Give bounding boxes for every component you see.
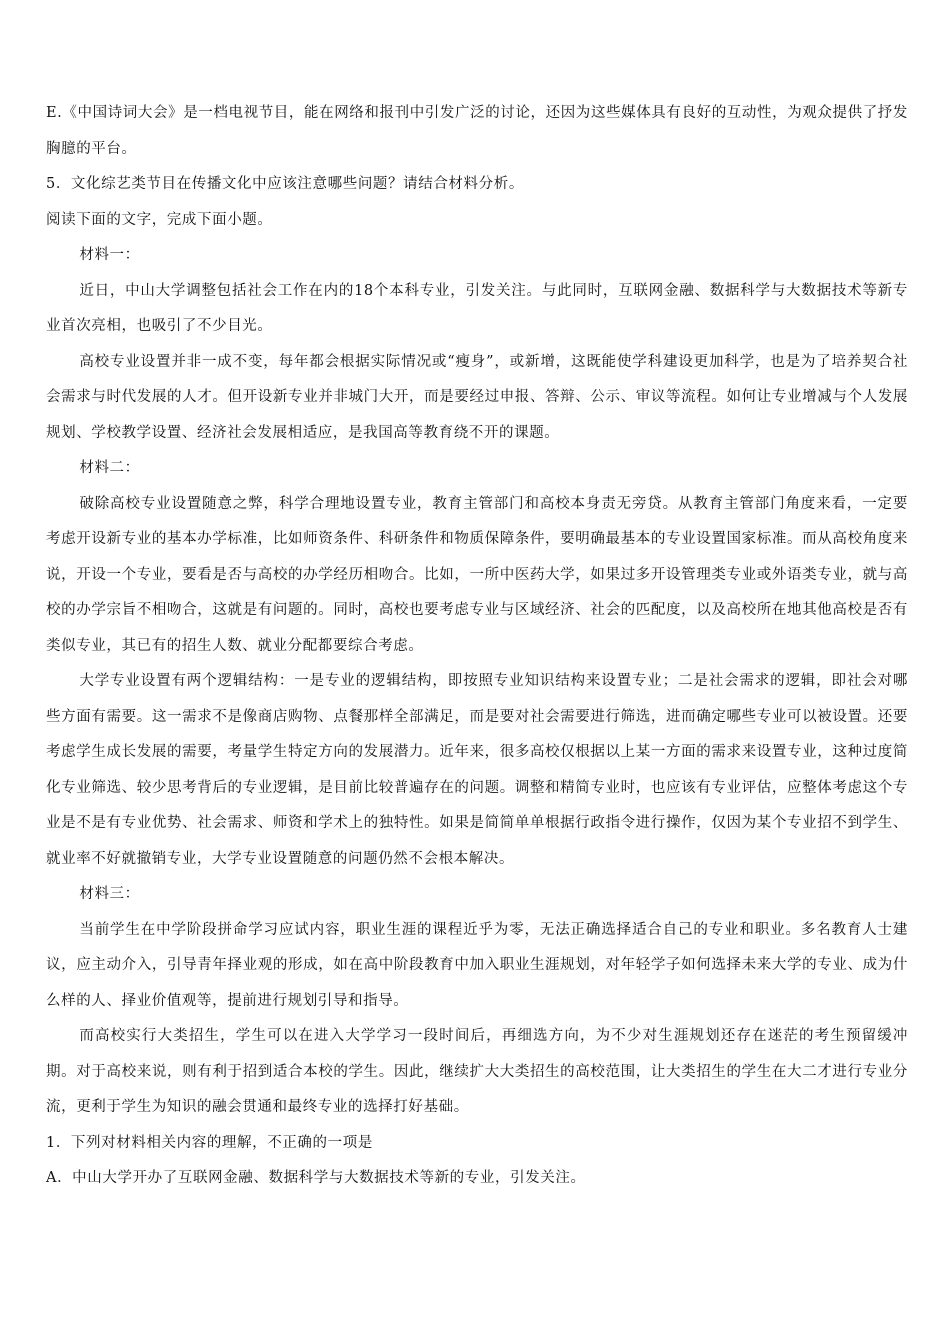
material-2-heading: 材料二： — [79, 460, 140, 476]
option-e-text: E.《中国诗词大会》是一档电视节目，能在网络和报刊中引发广泛的讨论，还因为这些媒体具有良好的互动性，为观众提供了抒发胸臆的平台。 — [46, 105, 908, 157]
material-3-paragraph: 当前学生在中学阶段拼命学习应试内容，职业生涯的课程近乎为零，无法正确选择适合自己的专业和职业。多名教育人士建议，应主动介入，引导青年择业观的形成，如在高中阶段教育中加入职业生涯规划，对年轻学子如何选择未来大学的专业、成为什么样的人、择业价值观等，提前进行规划引导和指导。 — [46, 921, 908, 1009]
document-page — [46, 96, 908, 1197]
material-2-paragraph: 破除高校专业设置随意之弊，科学合理地设置专业，教育主管部门和高校本身责无旁贷。从教育主管部门角度来看，一定要考虑开设新专业的基本办学标准，比如师资条件、科研条件和物质保障条件，要明确最基本的专业设置国家标准。而从高校角度来说，开设一个专业，要看是否与高校的办学经历相吻合。比如，一所中医药大学，如果过多开设管理类专业或外语类专业，就与高校的办学宗旨不相吻合，这就是有问题的。同时，高校也要考虑专业与区域经济、社会的匹配度，以及高校所在地其他高校是否有类似专业，其已有的招生人数、就业分配都要综合考虑。 — [46, 495, 908, 654]
material-1-paragraph: 高校专业设置并非一成不变，每年都会根据实际情况或“瘦身”，或新增，这既能使学科建设更加科学，也是为了培养契合社会需求与时代发展的人才。但开设新专业并非城门大开，而是要经过申报、答辩、公示、审议等流程。如何让专业增减与个人发展规划、学校教学设置、经济社会发展相适应，是我国高等教育绕不开的课题。 — [46, 353, 908, 441]
reading-instruction: 阅读下面的文字，完成下面小题。 — [46, 211, 273, 228]
material-3-heading: 材料三： — [79, 886, 140, 902]
material-2-paragraph: 大学专业设置有两个逻辑结构：一是专业的逻辑结构，即按照专业知识结构来设置专业；二是社会需求的逻辑，即社会对哪些方面有需要。这一需求不是像商店购物、点餐那样全部满足，而是要对社会需要进行筛选，进而确定哪些专业可以被设置。还要考虑学生成长发展的需要，考量学生特定方向的发展潜力。近年来，很多高校仅根据以上某一方面的需求来设置专业，这种过度简化专业筛选、较少思考背后的专业逻辑，是目前比较普遍存在的问题。调整和精简专业时，也应该有专业评估，应整体考虑这个专业是不是有专业优势、社会需求、师资和学术上的独特性。如果是简简单单根据行政指令进行操作，仅因为某个专业招不到学生、就业率不好就撤销专业，大学专业设置随意的问题仍然不会根本解决。 — [46, 673, 908, 867]
option-a-text: A．中山大学开办了互联网金融、数据科学与大数据技术等新的专业，引发关注。 — [46, 1170, 586, 1186]
material-1-heading: 材料一： — [79, 247, 140, 263]
question-5-text: 5．文化综艺类节目在传播文化中应该注意哪些问题？请结合材料分析。 — [46, 176, 524, 192]
question-1-text: 1．下列对材料相关内容的理解，不正确的一项是 — [46, 1134, 373, 1151]
material-3-paragraph: 而高校实行大类招生，学生可以在进入大学学习一段时间后，再细选方向，为不少对生涯规划还存在迷茫的考生预留缓冲期。对于高校来说，则有利于招到适合本校的学生。因此，继续扩大大类招生的高校范围，让大类招生的学生在大二才进行专业分流，更利于学生为知识的融会贯通和最终专业的选择打好基础。 — [46, 1028, 908, 1115]
material-1-paragraph: 近日，中山大学调整包括社会工作在内的18个本科专业，引发关注。与此同时，互联网金融、数据科学与大数据技术等新专业首次亮相，也吸引了不少目光。 — [46, 282, 908, 334]
